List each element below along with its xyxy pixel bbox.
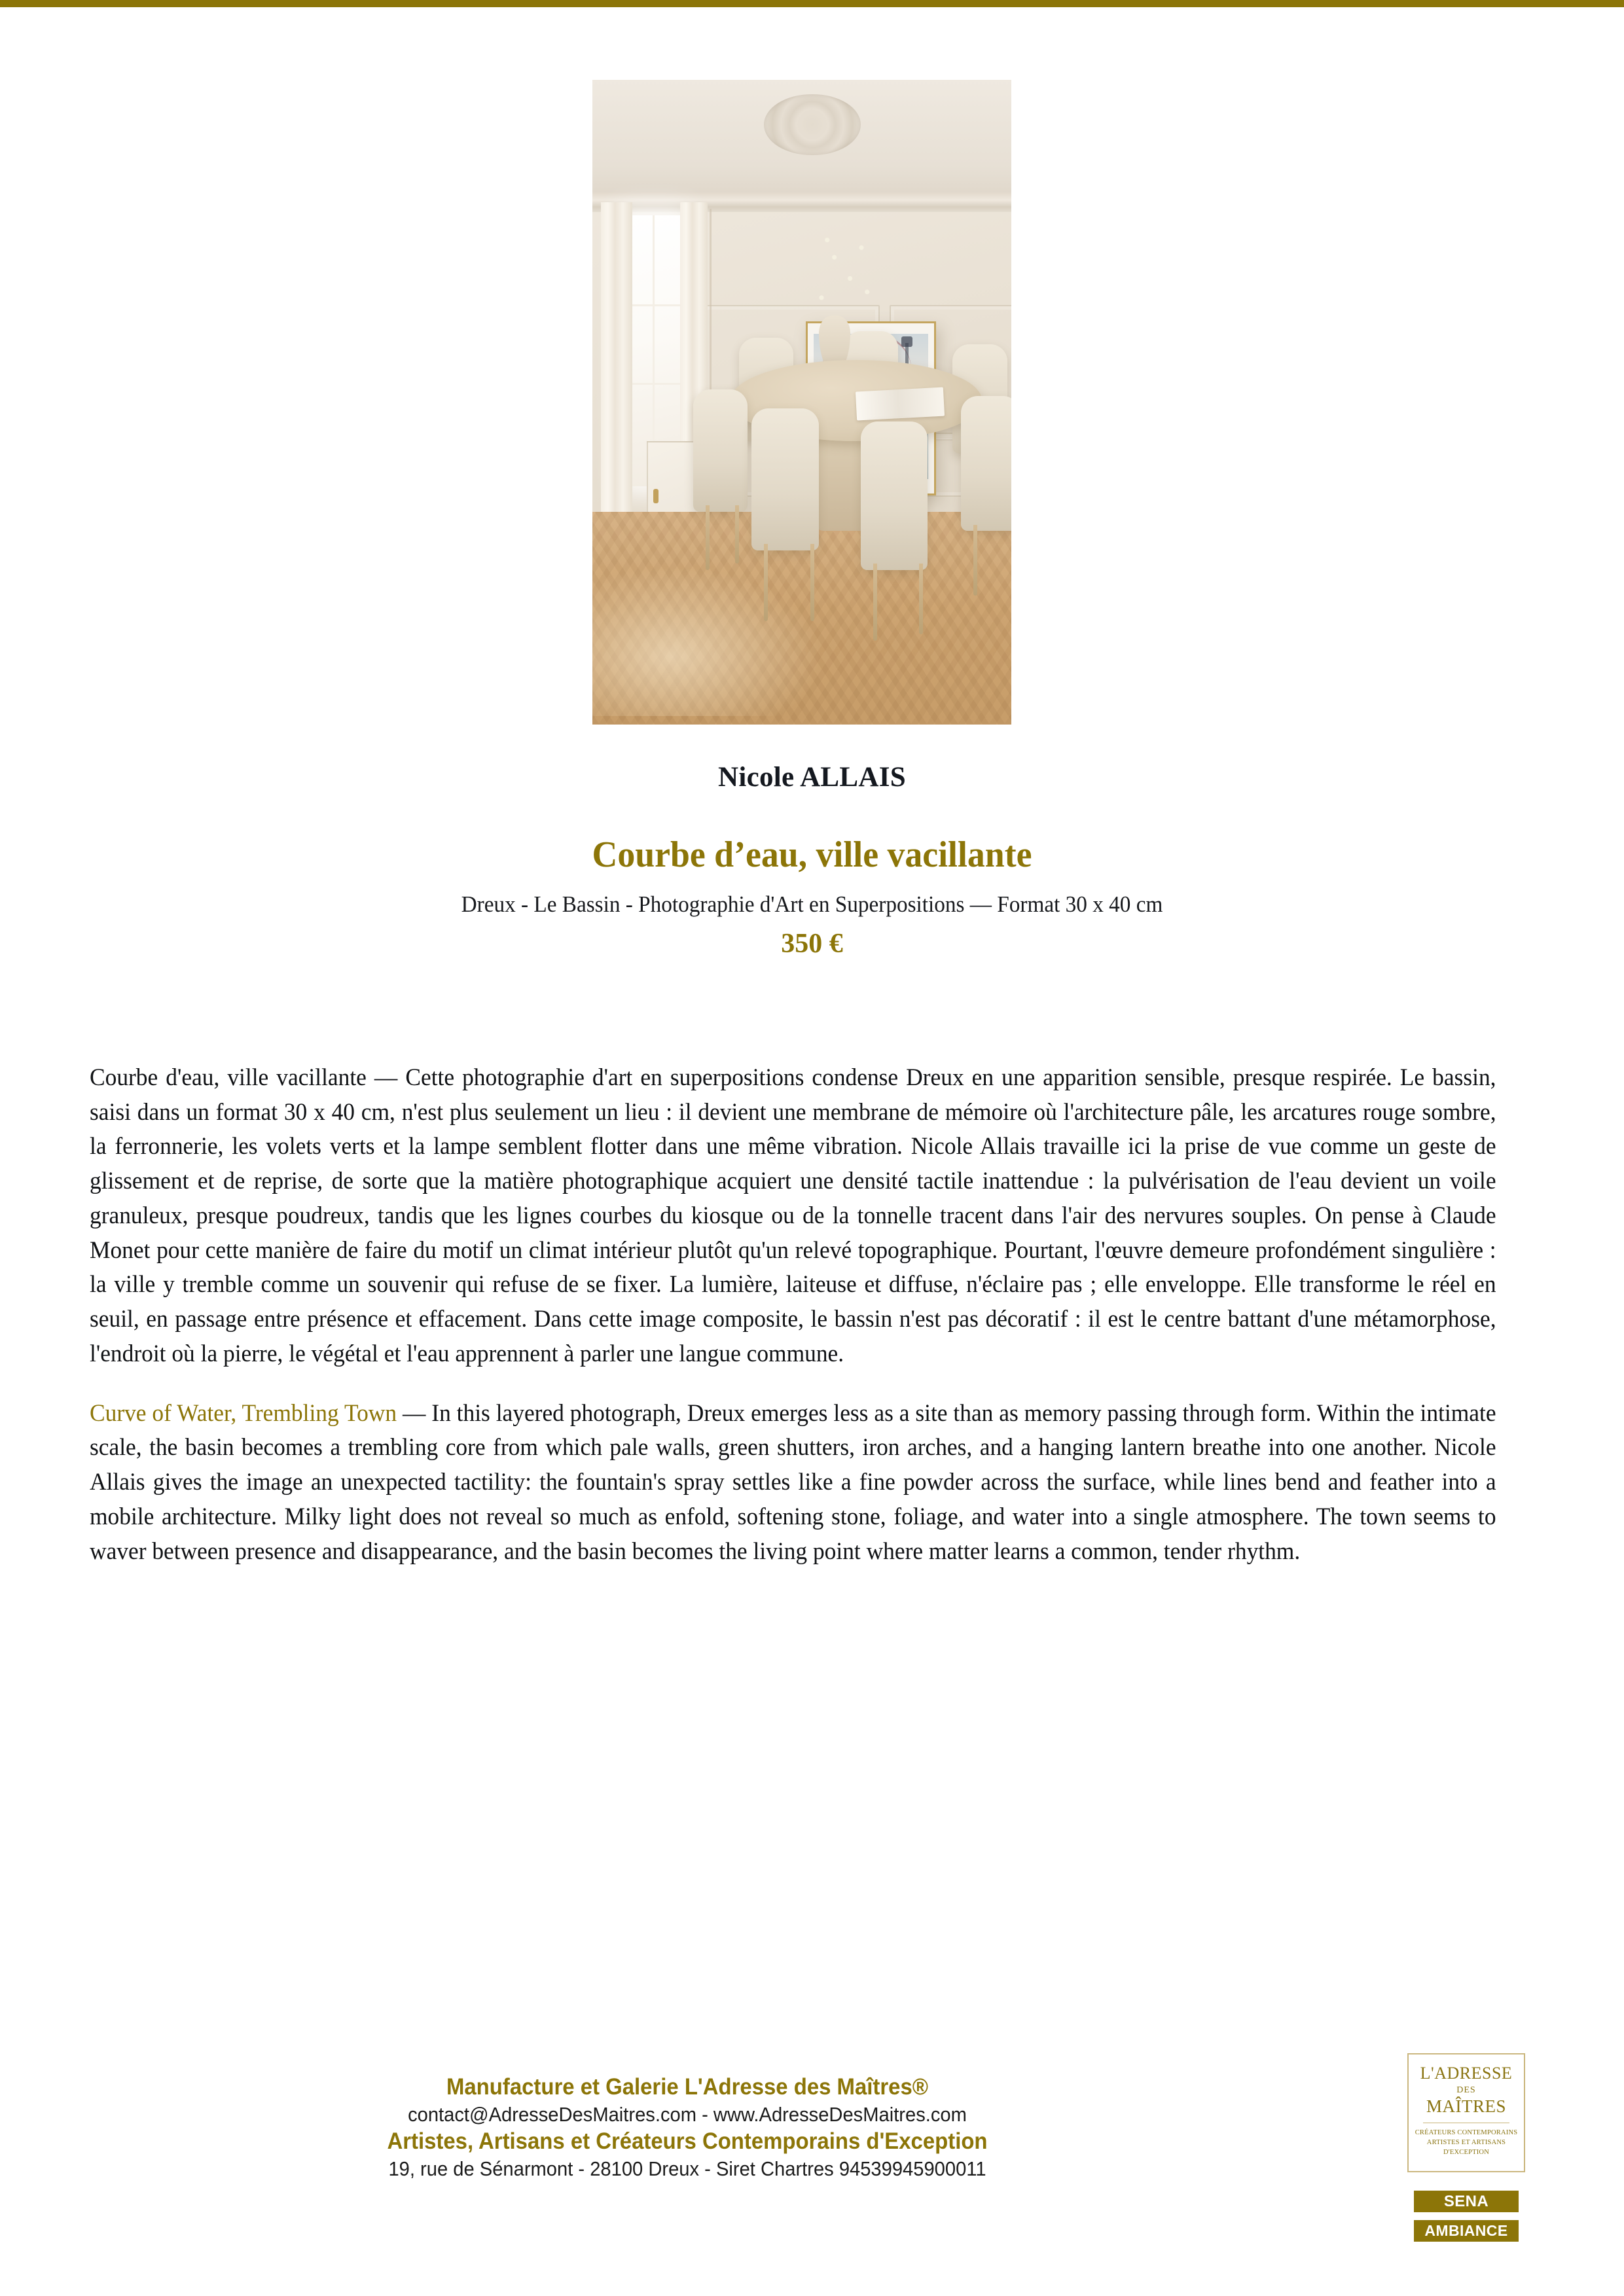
chair-leg: [706, 505, 710, 570]
top-gold-rule: [0, 0, 1624, 7]
window-mullion: [628, 383, 680, 385]
work-subtitle: Dreux - Le Bassin - Photographie d'Art en Superpositions — Format 30 x 40 cm: [461, 891, 1163, 917]
footer-contact[interactable]: contact@AdresseDesMaitres.com - www.AdresseDesMaitres.com: [408, 2102, 967, 2126]
open-book: [856, 387, 945, 420]
description-block: [90, 1060, 1540, 1593]
cherry-branches: [806, 228, 877, 325]
footer: [0, 2073, 1375, 2182]
ceiling-medallion: [764, 94, 860, 156]
dining-chair: [751, 408, 818, 550]
footer-tagline: Artistes, Artisans et Créateurs Contemporains d'Exception: [387, 2128, 988, 2154]
paragraph-en-lead: Curve of Water, Trembling Town: [90, 1399, 397, 1426]
artwork-photo: [592, 80, 1011, 725]
dining-chair: [961, 396, 1011, 531]
sunlight-patch: [592, 567, 823, 716]
logo-subline-1: CRÉATEURS CONTEMPORAINS: [1415, 2129, 1518, 2136]
chair-leg: [735, 505, 739, 564]
logo-subline-3: D'EXCEPTION: [1443, 2148, 1489, 2156]
paragraph-fr-text: — Cette photographie d'art en superpositions condense Dreux en une apparition sensible, presque respirée. Le bassin, saisi dans un format 30 x 40 cm, n'est plus seulement un lieu : il devient une membrane de mémoire où l'architecture pâle, les arcatures rouge sombre, la ferronnerie, les volets verts et la lampe semblent flotter dans une même vibration. Nicole Allais travaille ici la prise de vue comme un geste de glissement et de reprise, de sorte que la matière photographique acquiert une densité tactile inattendue : la pulvérisation de l'eau devient un voile granuleux, presque poudreux, tandis que les lignes courbes du kiosque ou de la tonnelle tracent dans l'air des nervures souples. On pense à Claude Monet pour cette manière de faire du motif un climat intérieur plutôt qu'un relevé topographique. Pourtant, l'œuvre demeure profondément singulière : la ville y tremble comme un souvenir qui refuse de se fixer. La lumière, laiteuse et diffuse, n'éclaire pas ; elle enveloppe. Elle transforme le réel en seuil, en passage entre présence et effacement. Dans cette image composite, le bassin n'est pas décoratif : il est le centre battant d'une métamorphose, l'endroit où la pierre, le végétal et l'eau apprennent à parler une langue commune.: [90, 1064, 1496, 1367]
chair-leg: [919, 564, 923, 634]
interior-scene-image: [592, 80, 1011, 725]
chair-leg: [764, 544, 768, 621]
footer-address: 19, rue de Sénarmont - 28100 Dreux - Siret Chartres 94539945900011: [388, 2157, 986, 2180]
paragraph-fr: [90, 1060, 1496, 1371]
brand-logo: [1407, 2053, 1525, 2172]
badge-ambiance: AMBIANCE: [1414, 2220, 1519, 2242]
artist-name: Nicole ALLAIS: [717, 762, 906, 793]
paragraph-en-text: — In this layered photograph, Dreux emerges less as a site than as memory passing through form. Within the intimate scale, the basin becomes a trembling core from which pale walls, green shutters, iron arches, and a hanging lantern breathe into one another. Nicole Allais gives the image an unexpected tactility: the fountain's spray settles like a fine powder across the surface, while lines bend and feather into a mobile architecture. Milky light does not reveal so much as enfold, softening stone, foliage, and water into a single atmosphere. The town seems to waver between presence and disappearance, and the basin becomes the living point where matter learns a common, tender rhythm.: [90, 1399, 1496, 1564]
dining-chair: [693, 389, 748, 512]
work-title: Courbe d’eau, ville vacillante: [592, 834, 1032, 875]
logo-line-maitres: MAÎTRES: [1426, 2096, 1506, 2116]
chair-leg: [973, 525, 977, 596]
footer-company: Manufacture et Galerie L'Adresse des Maîtres®: [446, 2074, 929, 2100]
window-mullion: [628, 304, 680, 306]
logo-line-des: DES: [1456, 2085, 1476, 2095]
logo-line-adresse: L'ADRESSE: [1420, 2064, 1513, 2083]
dining-chair: [861, 422, 928, 570]
paragraph-en: [90, 1396, 1496, 1569]
chair-leg: [873, 564, 877, 641]
door-handle-icon: [653, 489, 659, 503]
badge-sena: SENA: [1414, 2191, 1519, 2212]
chair-leg: [810, 544, 814, 621]
logo-subline-2: ARTISTES ET ARTISANS: [1426, 2138, 1506, 2146]
paragraph-fr-lead: Courbe d'eau, ville vacillante: [90, 1064, 367, 1090]
price: 350 €: [781, 929, 843, 959]
